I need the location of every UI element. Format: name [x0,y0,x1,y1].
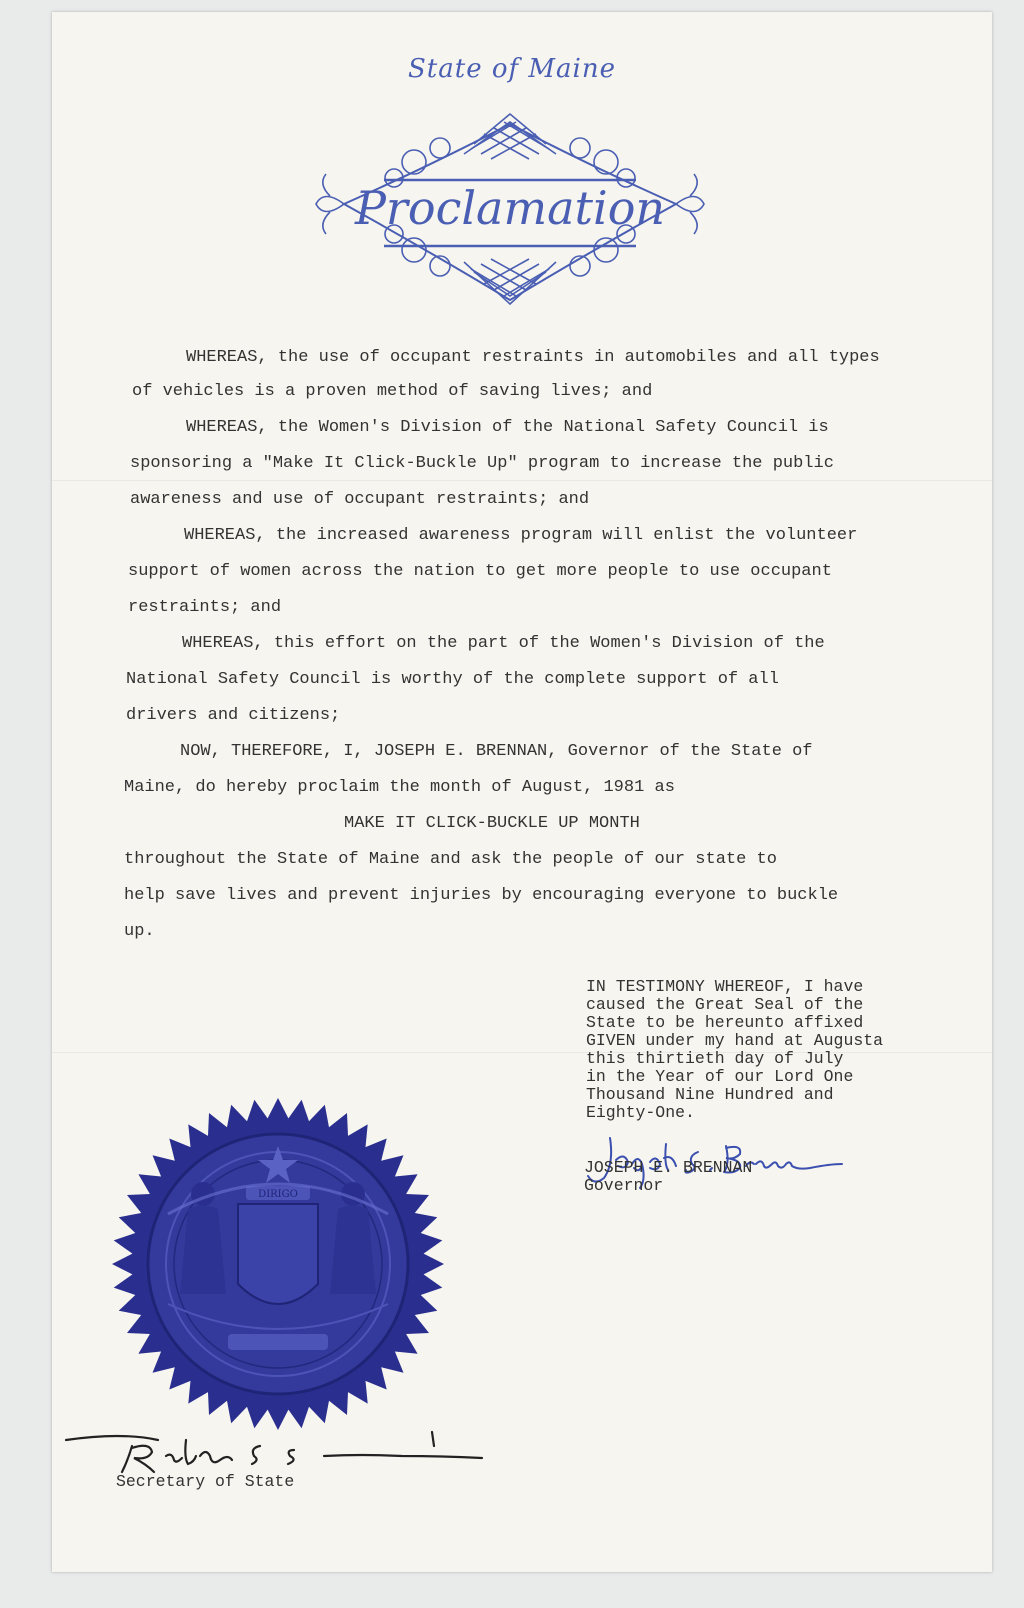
body-line: WHEREAS, this effort on the part of the Women's Division of the [182,634,825,653]
testimony-line: IN TESTIMONY WHEREOF, I have [586,977,864,996]
month-declaration: MAKE IT CLICK-BUCKLE UP MONTH [344,814,640,833]
body-line: throughout the State of Maine and ask the people of our state to [124,850,777,869]
body-line: awareness and use of occupant restraints; and [130,490,590,509]
state-of-maine-heading: State of Maine [408,54,616,84]
proclamation-title: Proclamation [354,181,666,235]
body-line: National Safety Council is worthy of the complete support of all [126,670,779,689]
body-line: restraints; and [128,598,282,617]
body-line: drivers and citizens; [126,706,341,725]
secretary-signature [62,1426,492,1506]
body-line: of vehicles is a proven method of saving lives; and [132,382,653,401]
seal-motto: DIRIGO [258,1189,298,1200]
governor-name: JOSEPH E. BRENNAN [584,1158,753,1177]
testimony-line: State to be hereunto affixed [586,1013,864,1032]
testimony-line: in the Year of our Lord One [586,1067,854,1086]
body-line: NOW, THEREFORE, I, JOSEPH E. BRENNAN, Governor of the State of [180,742,813,761]
body-line: up. [124,922,155,941]
testimony-block [586,978,883,1122]
proclamation-ornament [314,104,706,324]
body-line: Maine, do hereby proclaim the month of August, 1981 as [124,778,675,797]
secretary-of-state-title: Secretary of State [116,1472,295,1491]
paper-fold [52,480,992,481]
body-line: WHEREAS, the increased awareness program will enlist the volunteer [184,526,858,545]
body-line: help save lives and prevent injuries by encouraging everyone to buckle [124,886,839,905]
governor-title: Governor [584,1176,664,1195]
body-line: WHEREAS, the Women's Division of the National Safety Council is [186,418,829,437]
testimony-line: caused the Great Seal of the [586,995,864,1014]
body-line: WHEREAS, the use of occupant restraints in automobiles and all types [186,348,880,367]
body-line: support of women across the nation to get more people to use occupant [128,562,832,581]
testimony-line: Thousand Nine Hundred and [586,1085,834,1104]
testimony-line: this thirtieth day of July [586,1049,844,1068]
testimony-line: GIVEN under my hand at Augusta [586,1031,884,1050]
great-seal-of-maine [108,1094,448,1434]
testimony-line: Eighty-One. [586,1103,695,1122]
body-line: sponsoring a "Make It Click-Buckle Up" program to increase the public [130,454,834,473]
